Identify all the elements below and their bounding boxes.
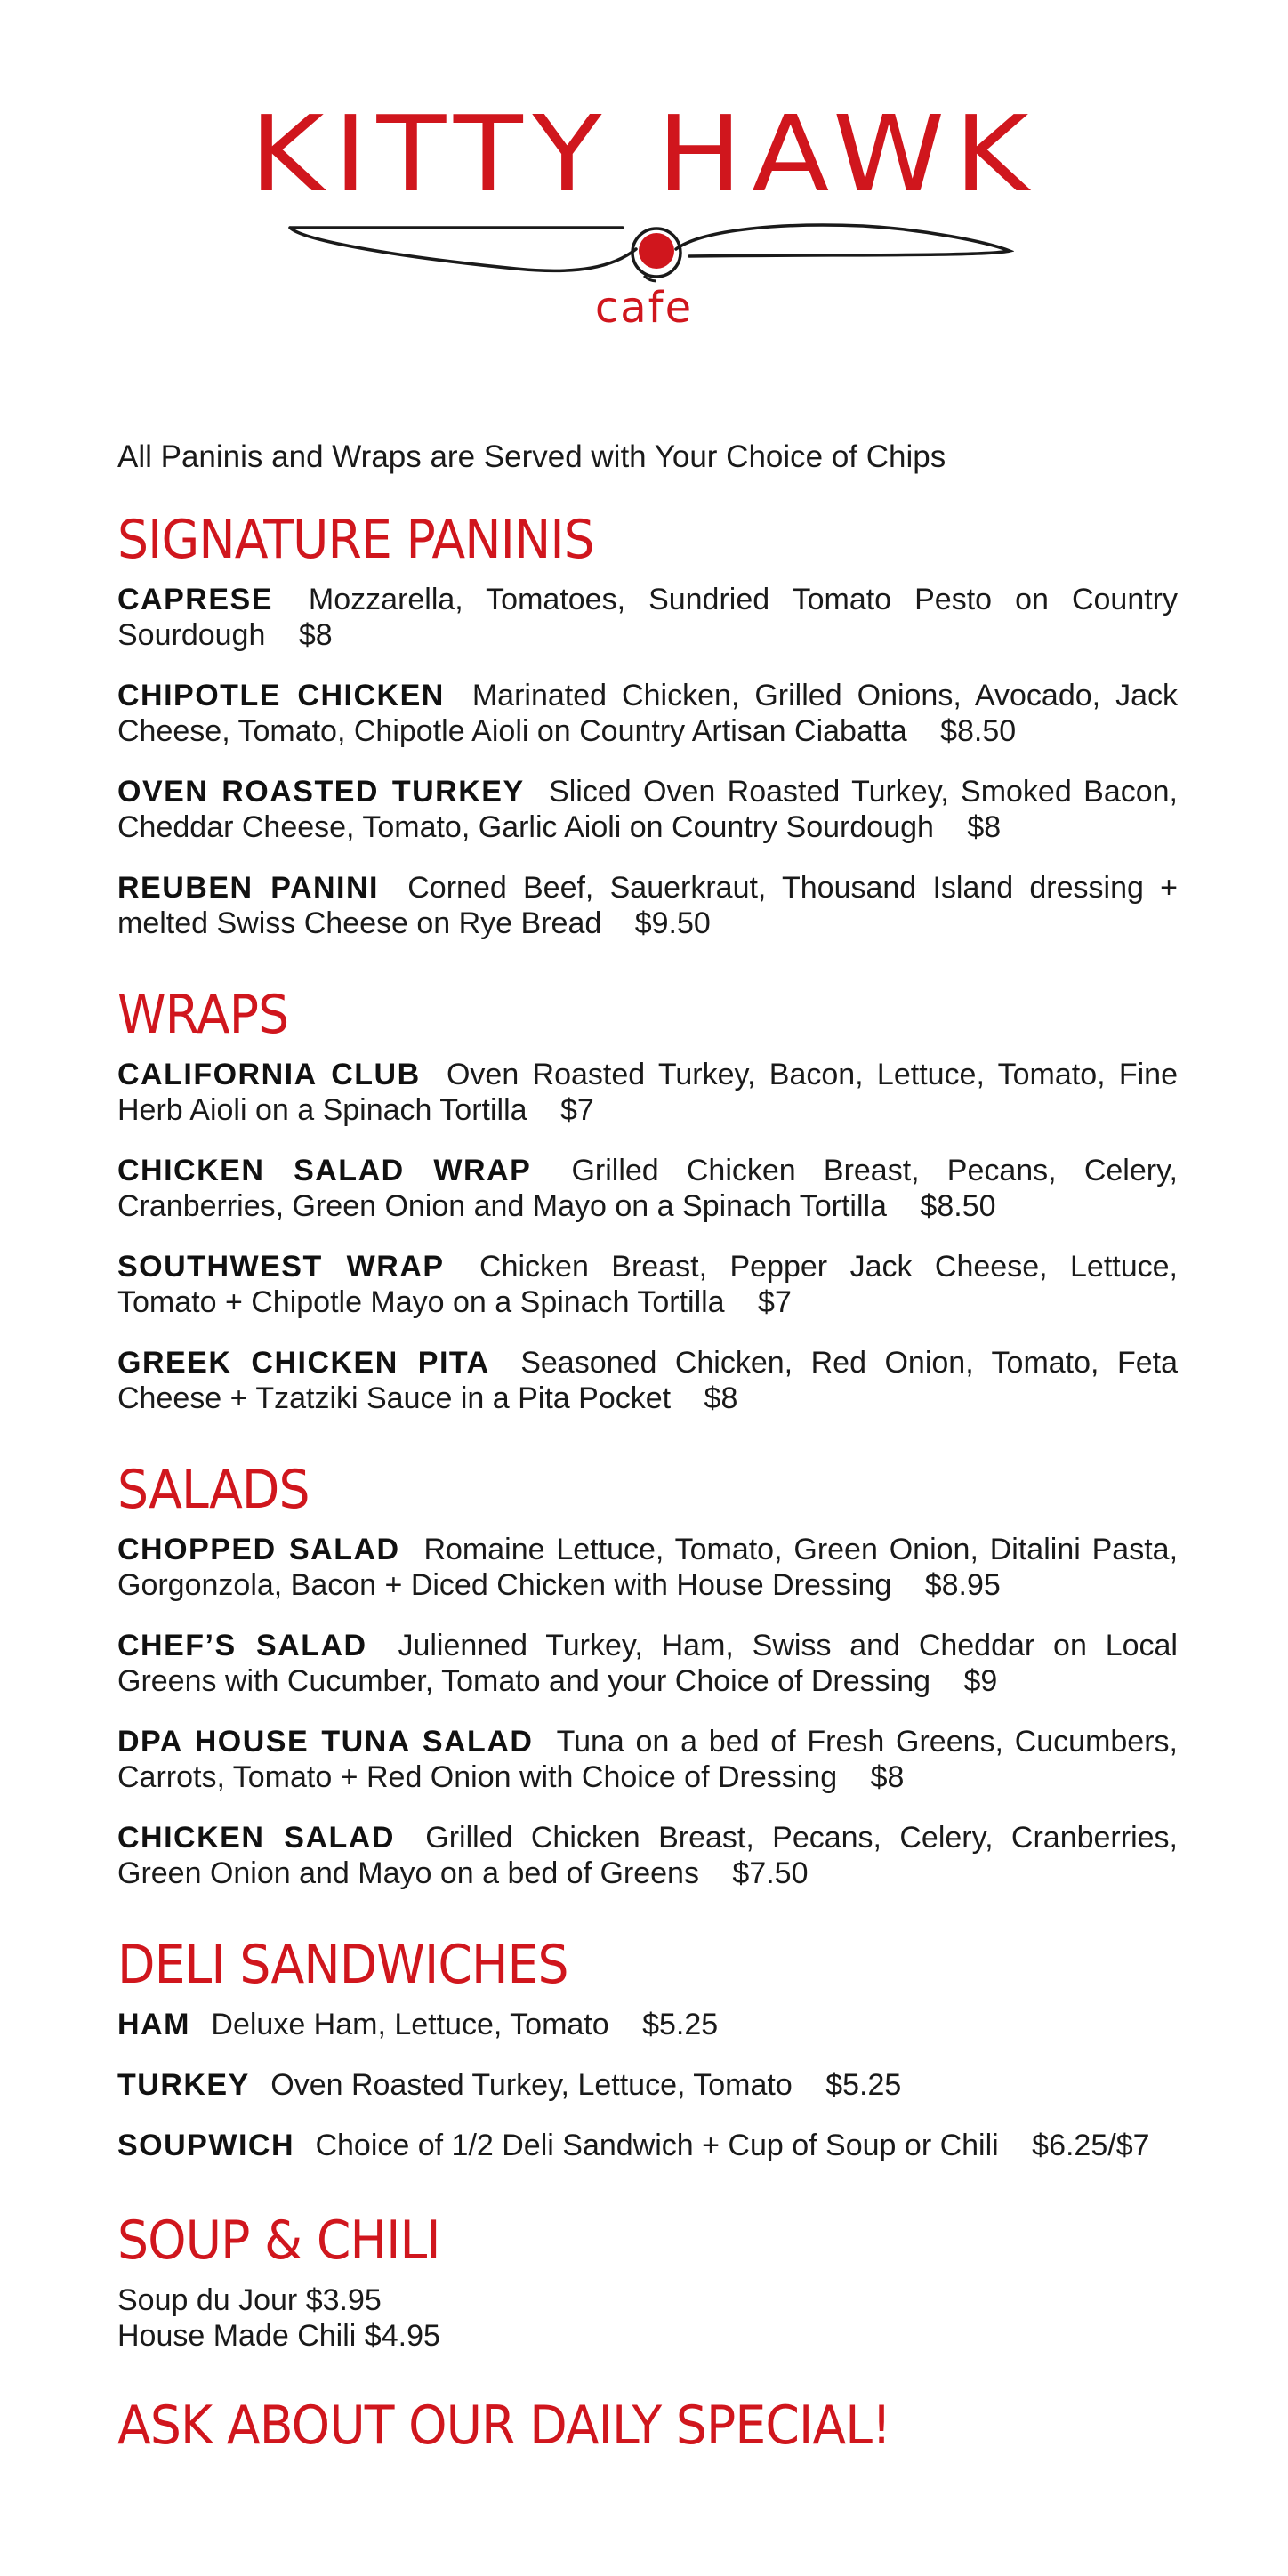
soup-label: Soup du Jour: [117, 2283, 298, 2317]
item-name: CAPRESE: [117, 583, 273, 616]
item-name: SOUTHWEST WRAP: [117, 1250, 445, 1284]
menu-item: [117, 1628, 1178, 1699]
item-description: Seasoned Chicken, Red Onion, Tomato, Feta Cheese + Tzatziki Sauce in a Pita Pocket: [117, 1346, 1178, 1415]
menu-item: [117, 2067, 1178, 2103]
item-name: TURKEY: [117, 2068, 250, 2102]
item-description: Corned Beef, Sauerkraut, Thousand Island dressing + melted Swiss Cheese on Rye Bread: [117, 871, 1178, 940]
menu-item: [117, 1057, 1178, 1128]
item-name: CHEF’S SALAD: [117, 1629, 367, 1662]
kitty-hawk-logo: [0, 89, 1288, 374]
item-description: Choice of 1/2 Deli Sandwich + Cup of Soup or Chili: [315, 2129, 999, 2162]
item-description: Marinated Chicken, Grilled Onions, Avocado, Jack Cheese, Tomato, Chipotle Aioli on Country Artisan Ciabatta: [117, 679, 1179, 748]
item-price: $8.50: [940, 714, 1017, 748]
menu-item: [117, 774, 1178, 845]
menu-item: [117, 870, 1178, 941]
chili-line: [117, 2318, 1178, 2354]
item-price: $6.25/$7: [1032, 2129, 1150, 2162]
item-price: $7.50: [732, 1856, 809, 1890]
item-description: Oven Roasted Turkey, Lettuce, Tomato: [270, 2068, 793, 2102]
item-price: $9: [963, 1664, 998, 1698]
menu-item: [117, 582, 1178, 653]
item-name: REUBEN PANINI: [117, 871, 380, 905]
menu-item: [117, 1249, 1178, 1320]
item-description: Deluxe Ham, Lettuce, Tomato: [211, 2008, 609, 2041]
item-price: $8: [967, 810, 1002, 844]
section-title-deli: DELI SANDWICHES: [117, 1934, 568, 1996]
logo-subtitle: cafe: [594, 283, 694, 333]
chili-label: House Made Chili: [117, 2319, 357, 2353]
item-price: $8: [704, 1381, 738, 1415]
menu-item: [117, 1820, 1178, 1891]
item-name: CHICKEN SALAD WRAP: [117, 1154, 532, 1187]
item-description: Grilled Chicken Breast, Pecans, Celery, Cranberries, Green Onion and Mayo on a Spinach Tortilla: [117, 1154, 1178, 1223]
item-name: CHIPOTLE CHICKEN: [117, 679, 445, 712]
item-description: Mozzarella, Tomatoes, Sundried Tomato Pesto on Country Sourdough: [117, 583, 1178, 652]
item-name: CHICKEN SALAD: [117, 1821, 395, 1855]
item-name: DPA HOUSE TUNA SALAD: [117, 1725, 534, 1759]
item-price: $9.50: [634, 906, 711, 940]
item-price: $8: [298, 618, 333, 652]
item-price: $8: [870, 1760, 905, 1794]
soup-price: $3.95: [305, 2283, 382, 2317]
daily-special-callout: ASK ABOUT OUR DAILY SPECIAL!: [117, 2395, 891, 2457]
menu-item: [117, 1532, 1178, 1603]
item-name: CALIFORNIA CLUB: [117, 1058, 421, 1091]
item-description: Grilled Chicken Breast, Pecans, Celery, Cranberries, Green Onion and Mayo on a bed of Greens: [117, 1821, 1178, 1890]
menu-item: [117, 678, 1178, 749]
item-description: Chicken Breast, Pepper Jack Cheese, Lettuce, Tomato + Chipotle Mayo on a Spinach Tortilla: [117, 1250, 1178, 1319]
menu-item: [117, 1345, 1178, 1416]
item-description: Romaine Lettuce, Tomato, Green Onion, Ditalini Pasta, Gorgonzola, Bacon + Diced Chicken with House Dressing: [117, 1533, 1179, 1602]
item-price: $5.25: [642, 2008, 719, 2041]
chili-price: $4.95: [364, 2319, 440, 2353]
item-price: $7: [559, 1093, 594, 1127]
item-price: $7: [758, 1285, 792, 1319]
item-name: GREEK CHICKEN PITA: [117, 1346, 490, 1380]
section-title-soup: SOUP & CHILI: [117, 2210, 440, 2272]
item-name: HAM: [117, 2008, 190, 2041]
item-name: SOUPWICH: [117, 2129, 294, 2162]
section-title-paninis: SIGNATURE PANINIS: [117, 509, 594, 571]
menu-item: [117, 2007, 1178, 2042]
soup-line: [117, 2282, 1178, 2318]
item-price: $8.50: [920, 1189, 996, 1223]
menu-item: [117, 1153, 1178, 1224]
item-price: $5.25: [825, 2068, 902, 2102]
menu-item: [117, 1724, 1178, 1795]
section-title-wraps: WRAPS: [117, 984, 289, 1046]
section-title-salads: SALADS: [117, 1459, 310, 1521]
item-price: $8.95: [924, 1568, 1001, 1602]
intro-note: All Paninis and Wraps are Served with Your Choice of Chips: [117, 439, 946, 474]
item-name: OVEN ROASTED TURKEY: [117, 775, 525, 809]
item-description: Oven Roasted Turkey, Bacon, Lettuce, Tomato, Fine Herb Aioli on a Spinach Tortilla: [117, 1058, 1179, 1127]
item-description: Sliced Oven Roasted Turkey, Smoked Bacon, Cheddar Cheese, Tomato, Garlic Aioli on Country Sourdough: [117, 775, 1178, 844]
logo-title: KITTY HAWK: [249, 93, 1039, 215]
item-description: Julienned Turkey, Ham, Swiss and Cheddar on Local Greens with Cucumber, Tomato and your Choice of Dressing: [117, 1629, 1178, 1698]
menu-item: [117, 2128, 1178, 2163]
item-name: CHOPPED SALAD: [117, 1533, 400, 1566]
item-description: Tuna on a bed of Fresh Greens, Cucumbers, Carrots, Tomato + Red Onion with Choice of Dressing: [117, 1725, 1178, 1794]
